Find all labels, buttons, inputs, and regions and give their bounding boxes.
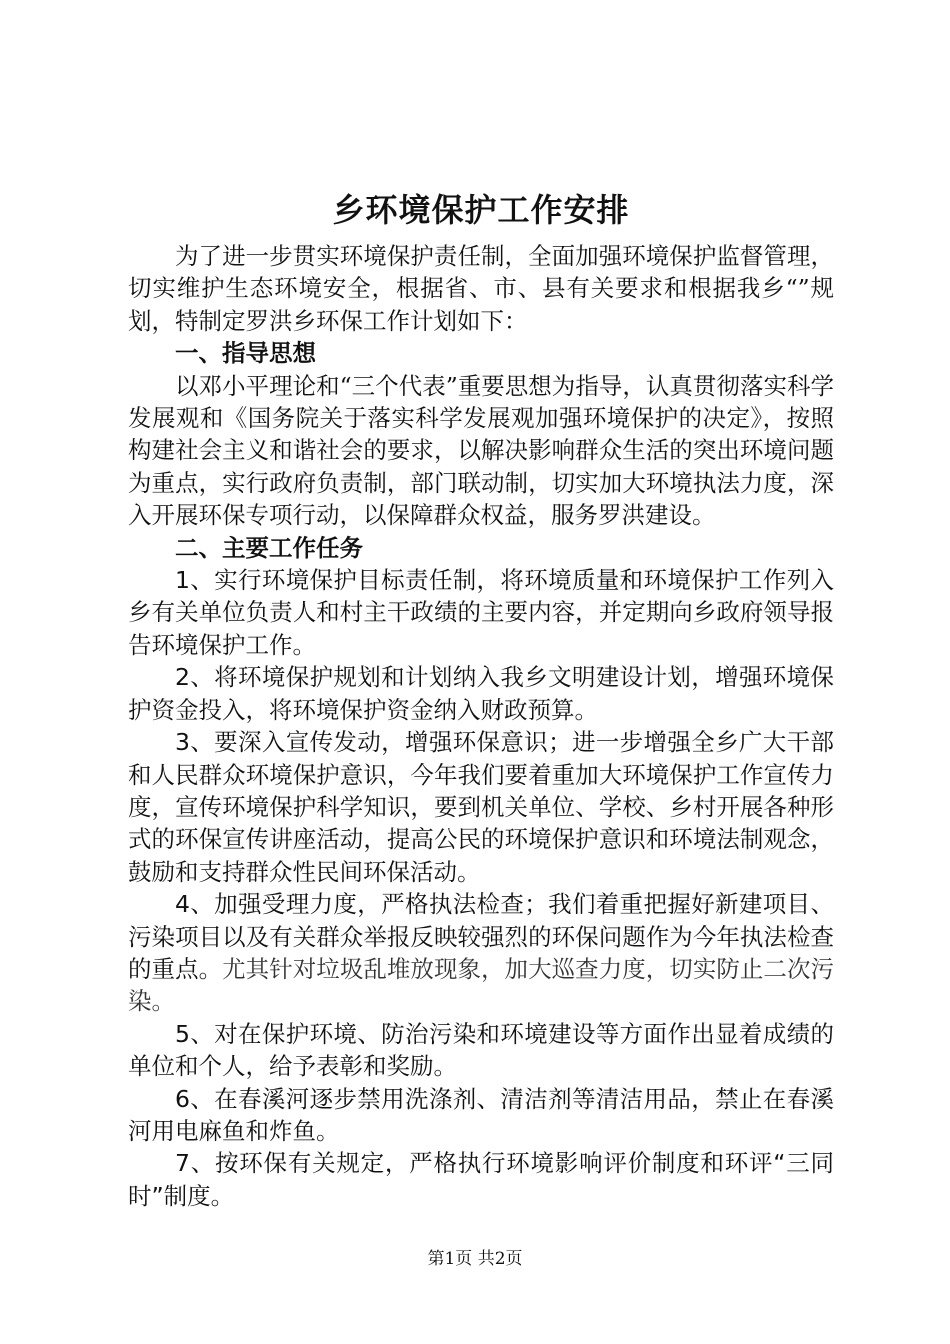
task-item-6: 6、在春溪河逐步禁用洗涤剂、清洁剂等清洁用品，禁止在春溪河用电麻鱼和炸鱼。	[128, 1084, 834, 1145]
task-item-3: 3、要深入宣传发动，增强环保意识；进一步增强全乡广大干部和人民群众环境保护意识，今年我们要着重加大环境保护工作宣传力度，宣传环境保护科学知识，要到机关单位、学校、乡村开展各种形式的环保宣传讲座活动，提高公民的环境保护意识和环境法制观念，鼓励和支持群众性民间环保活动。	[128, 728, 834, 886]
page-number-footer: 第1页 共2页	[427, 1249, 523, 1269]
guiding-ideology-paragraph: 以邓小平理论和“三个代表”重要思想为指导，认真贯彻落实科学发展观和《国务院关于落实科学发展观加强环境保护的决定》，按照构建社会主义和谐社会的要求，以解决影响群众生活的突出环境问题为重点，实行政府负责制，部门联动制，切实加大环境执法力度，深入开展环保专项行动，以保障群众权益，服务罗洪建设。	[128, 371, 834, 530]
task-item-7: 7、按环保有关规定，严格执行环境影响评价制度和环评“三同时”制度。	[128, 1149, 834, 1210]
document-page	[128, 180, 834, 1212]
document-title: 乡环境保护工作安排	[332, 191, 630, 229]
task-item-4-part-2: 尤其针对垃圾乱堆放现象，加大巡查力度，切实防止二次污染。	[128, 954, 835, 1016]
task-item-4	[128, 888, 834, 1018]
task-item-1: 1、实行环境保护目标责任制，将环境质量和环境保护工作列入乡有关单位负责人和村主干政绩的主要内容，并定期向乡政府领导报告环境保护工作。	[128, 566, 834, 659]
task-item-4-part-1: 4、加强受理力度，严格执法检查；我们着重把握好新建项目、污染项目以及有关群众举报反映较强烈的环保问题作为今年执法检查的重点。	[128, 890, 834, 983]
section-heading-guiding-ideology: 一、指导思想	[175, 339, 316, 368]
task-item-5: 5、对在保护环境、防治污染和环境建设等方面作出显着成绩的单位和个人，给予表彰和奖励。	[128, 1019, 834, 1081]
section-heading-main-tasks: 二、主要工作任务	[175, 533, 363, 562]
intro-paragraph: 为了进一步贯实环境保护责任制，全面加强环境保护监督管理，切实维护生态环境安全，根据省、市、县有关要求和根据我乡“”规划，特制定罗洪乡环保工作计划如下：	[128, 242, 834, 335]
task-item-2: 2、将环境保护规划和计划纳入我乡文明建设计划，增强环境保护资金投入，将环境保护资金纳入财政预算。	[128, 663, 834, 724]
